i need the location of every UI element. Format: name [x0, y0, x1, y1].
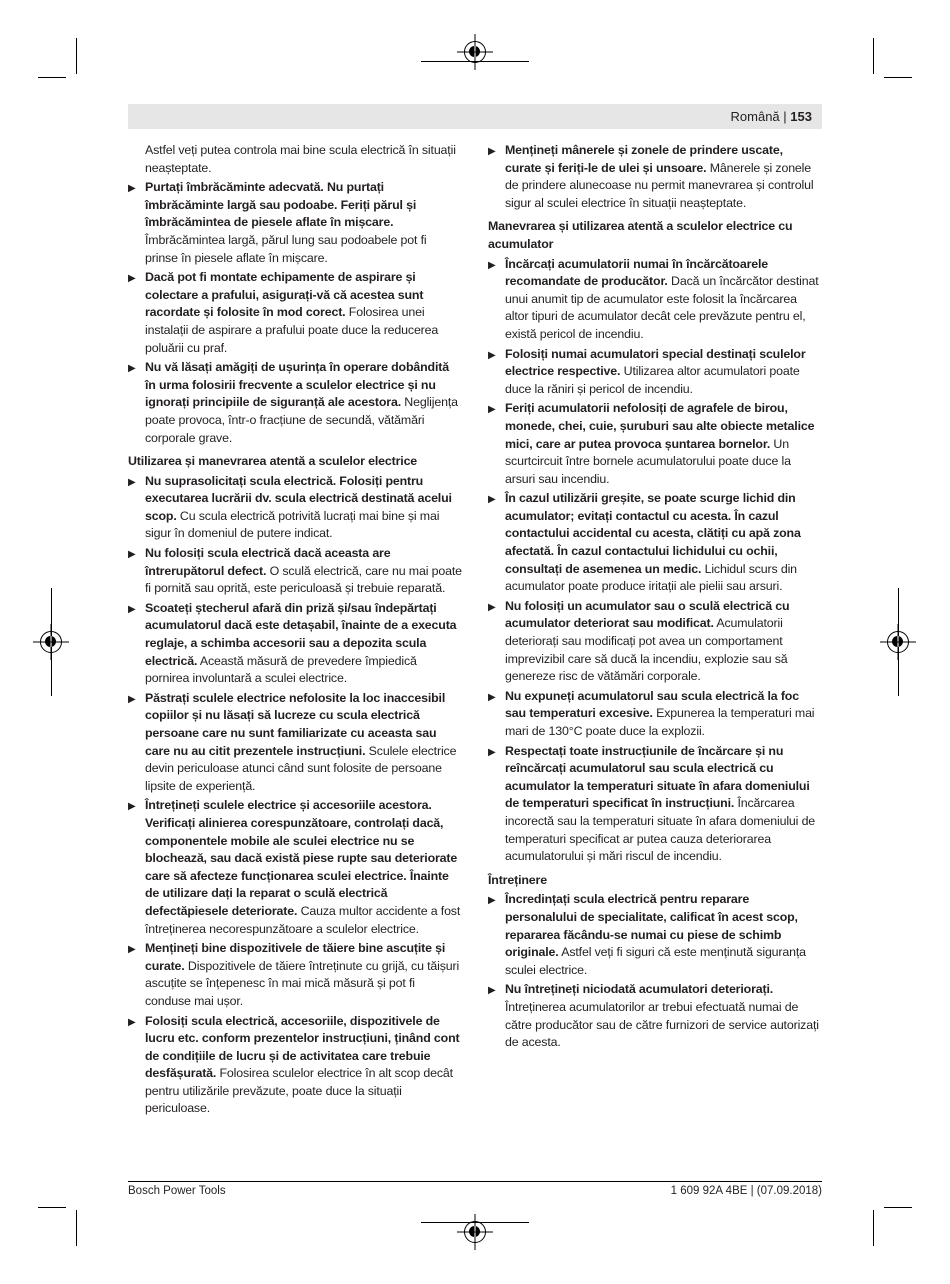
instruction-bold-text: Nu folosiți un acumulator sau o sculă electrică cu acumulator deteriorat sau modificat.	[505, 598, 790, 631]
footer-rule	[128, 1181, 822, 1182]
instruction-explanation-text: Îmbrăcămintea largă, părul lung sau podoabele pot fi prinse în piesele aflate în mișcare.	[145, 232, 427, 265]
instruction-explanation-text: Lichidul scurs din acumulator poate produce iritații ale pielii sau arsuri.	[505, 561, 797, 594]
instruction-bold-text: În cazul utilizării greșite, se poate scurge lichid din acumulator; evitați contactul cu acesta. În cazul contactului accidental cu acesta, clătiți cu apă zona afectată. În cazul contactului lichidului cu ochii, consultați de asemenea un medic.	[505, 491, 801, 576]
bullet-arrow-icon: ▶	[488, 985, 496, 997]
instruction-explanation-text: Întreținerea acumulatorilor ar trebui efectuată numai de către producător sau de către furnizori de service autorizați de acesta.	[505, 999, 819, 1050]
header-text	[731, 108, 812, 125]
bullet-arrow-icon: ▶	[128, 603, 136, 615]
instruction-explanation-text: Folosirea sculelor electrice în alt scop decât pentru utilizările prevăzute, poate duce la situații periculoase.	[145, 1066, 453, 1116]
bullet-arrow-icon: ▶	[128, 1016, 136, 1028]
bullet-arrow-icon: ▶	[488, 895, 496, 907]
instruction-bold-text: Folosiți numai acumulatori special destinați sculelor electrice respective.	[505, 346, 806, 379]
instruction-bold-text: Nu întrețineți niciodată acumulatori deteriorați.	[505, 982, 774, 997]
crop-mark	[76, 38, 77, 74]
safety-instruction-item	[488, 490, 822, 596]
paragraph: Astfel veți putea controla mai bine scula electrică în situații neașteptate.	[145, 143, 456, 175]
instruction-bold-text: Mențineți mânerele și zonele de prindere uscate, curate și feriți-le de ulei și unsoare.	[505, 143, 783, 175]
crop-mark	[38, 1207, 66, 1208]
instruction-bold-text: Nu expuneți acumulatorul sau scula electrică la foc sau temperaturi excesive.	[505, 688, 799, 721]
bullet-arrow-icon: ▶	[488, 349, 496, 361]
instruction-explanation-text: Utilizarea altor acumulatori poate duce la răniri și pericol de incendiu.	[505, 364, 800, 396]
registration-mark-icon	[887, 631, 909, 653]
instruction-explanation-text: Folosirea unei instalații de aspirare a prafului poate duce la reducerea poluării cu praf.	[145, 305, 439, 355]
safety-instruction-item	[128, 600, 462, 688]
instruction-explanation-text: Un scurtcircuit între bornele acumulatorului poate duce la arsuri sau incendiu.	[505, 436, 791, 486]
safety-instruction-item	[128, 797, 462, 938]
instruction-explanation-text: Expunerea la temperaturi mai mari de 130°C poate duce la explozii.	[505, 706, 815, 738]
crop-mark	[873, 1210, 874, 1246]
instruction-bold-text: Întrețineți sculele electrice și accesoriile acestora. Verificați alinierea corespunzătoare, controlați dacă, componentele mobile ale sculei electrice nu se blochează, sau dacă există piese rupte sau deteriorate care să afecteze funcționarea sculei electrice. Înainte de utilizare dați la reparat o sculă electrică defectăpiesele deteriorate.	[145, 798, 458, 918]
safety-instruction-item	[128, 690, 462, 796]
bullet-arrow-icon: ▶	[128, 944, 136, 956]
section-heading: Manevrarea și utilizarea atentă a sculelor electrice cu acumulator	[488, 219, 793, 251]
instruction-bold-text: Nu suprasolicitați scula electrică. Folosiți pentru executarea lucrării dv. scula electrică destinată acelui scop.	[145, 473, 452, 523]
safety-instruction-item	[128, 359, 462, 447]
instruction-explanation-text: Cauza multor accidente a fost întreținerea necorespunzătoare a sculelor electrice.	[145, 903, 461, 936]
instruction-explanation-text: Încărcarea incorectă sau la temperaturi situate în afara domeniului de temperaturi specificat ar putea cauza deteriorarea acumulatorului și mări riscul de incendiu.	[505, 796, 816, 864]
instruction-bold-text: Dacă pot fi montate echipamente de aspirare și colectare a prafului, asigurați-vă că acestea sunt racordate și folosite în mod corect.	[145, 270, 424, 320]
safety-instruction-item	[128, 179, 462, 267]
instruction-explanation-text: Acumulatorii deteriorați sau modificați pot avea un comportament imprevizibil care să ducă la incendiu, explozie sau să genereze risc de vătămări corporale.	[505, 616, 788, 684]
bullet-arrow-icon: ▶	[128, 476, 136, 488]
safety-instruction-item	[128, 940, 462, 1010]
safety-instruction-item	[128, 545, 462, 598]
section-heading: Întreținere	[488, 872, 547, 887]
safety-instruction-item	[488, 400, 822, 488]
bullet-arrow-icon: ▶	[488, 691, 496, 703]
safety-instruction-item	[488, 891, 822, 979]
registration-mark-icon	[40, 631, 62, 653]
bullet-arrow-icon: ▶	[128, 273, 136, 285]
bullet-arrow-icon: ▶	[128, 183, 136, 195]
bullet-arrow-icon: ▶	[488, 494, 496, 506]
instruction-bold-text: Încărcați acumulatorii numai în încărcătoarele recomandate de producător.	[505, 256, 769, 289]
instruction-explanation-text: O sculă electrică, care nu mai poate fi pornită sau oprită, este periculoasă și trebuie reparată.	[145, 563, 462, 596]
instruction-bold-text: Purtați îmbrăcăminte adecvată. Nu purtați îmbrăcăminte largă sau podoabe. Feriți părul și îmbrăcămintea de piesele aflate în mișcare.	[145, 180, 417, 230]
bullet-arrow-icon: ▶	[488, 601, 496, 613]
crop-mark	[884, 1207, 912, 1208]
crop-mark	[38, 77, 66, 78]
instruction-bold-text: Mențineți bine dispozitivele de tăiere bine ascuțite și curate.	[145, 941, 446, 973]
safety-instruction-item	[488, 743, 822, 866]
bullet-arrow-icon: ▶	[488, 746, 496, 758]
bullet-arrow-icon: ▶	[128, 549, 136, 561]
instruction-bold-text: Încredințați scula electrică pentru reparare personalului de specialitate, calificat în acest scop, repararea făcându-se numai cu piese de schimb originale.	[505, 892, 798, 960]
safety-instruction-item	[128, 473, 462, 543]
left-column	[128, 142, 462, 1120]
crop-mark	[884, 77, 912, 78]
page-number: 153	[790, 109, 812, 124]
instruction-explanation-text: Neglijența poate provoca, într-o fracțiune de secundă, vătămări corporale grave.	[145, 395, 458, 445]
right-column	[488, 142, 822, 1054]
instruction-explanation-text: Cu scula electrică potrivită lucrați mai bine și mai sigur în domeniul de putere indicat.	[145, 508, 440, 541]
bullet-arrow-icon: ▶	[488, 259, 496, 271]
safety-instruction-item	[488, 688, 822, 741]
safety-instruction-item	[488, 598, 822, 686]
bullet-arrow-icon: ▶	[488, 146, 496, 157]
bullet-arrow-icon: ▶	[128, 363, 136, 375]
instruction-explanation-text: Dacă un încărcător destinat unui anumit tip de acumulator este folosit la încărcarea altor tipuri de acumulator decât cele prevăzute pentru el, există pericol de incendiu.	[505, 274, 819, 341]
instruction-bold-text: Feriți acumulatorii nefolosiți de agrafele de birou, monede, chei, cuie, șuruburi sau alte obiecte metalice mici, care ar putea provoca șuntarea bornelor.	[505, 401, 815, 451]
crop-mark	[76, 1210, 77, 1246]
instruction-explanation-text: Sculele electrice devin periculoase atunci când sunt folosite de persoane lipsite de experiență.	[145, 743, 457, 793]
section-heading: Utilizarea și manevrarea atentă a sculelor electrice	[128, 454, 418, 469]
instruction-explanation-text: Mânerele și zonele de prindere alunecoase nu permit manevrarea și controlul sigur al sculei electrice în situații neașteptate.	[505, 160, 814, 210]
registration-mark-icon	[464, 1221, 486, 1243]
bullet-arrow-icon: ▶	[128, 693, 136, 705]
section-title: Română	[730, 109, 780, 124]
safety-instruction-item	[488, 981, 822, 1051]
instruction-bold-text: Nu folosiți scula electrică dacă aceasta are întrerupătorul defect.	[145, 546, 391, 578]
footer-doc-id: 1 609 92A 4BE | (07.09.2018)	[670, 1185, 822, 1197]
page-header	[128, 104, 822, 129]
safety-instruction-item	[128, 1013, 462, 1119]
header-separator: |	[783, 109, 787, 124]
instruction-bold-text: Nu vă lăsați amăgiți de ușurința în operare dobândită în urma folosirii frecvente a sculelor electrice și nu ignorați principiile de siguranță ale acestora.	[145, 360, 449, 410]
safety-instruction-item	[488, 256, 822, 344]
safety-instruction-item	[128, 269, 462, 357]
crop-mark	[873, 38, 874, 74]
instruction-explanation-text: Această măsură de prevedere împiedică pornirea involuntară a sculei electrice.	[145, 653, 417, 686]
safety-instruction-item	[488, 346, 822, 399]
instruction-explanation-text: Dispozitivele de tăiere întreținute cu grijă, cu tăișuri ascuțite se înțepenesc în mai mică măsură și pot fi conduse mai ușor.	[145, 958, 460, 1008]
footer-brand: Bosch Power Tools	[128, 1185, 226, 1197]
instruction-bold-text: Păstrați sculele electrice nefolosite la loc inaccesibil copiilor și nu lăsați să lucreze cu scula electrică persoane care nu sunt familiarizate cu aceasta sau care nu au citit prezentele instrucțiuni.	[145, 690, 446, 758]
registration-mark-icon	[464, 41, 486, 63]
instruction-bold-text: Folosiți scula electrică, accesoriile, dispozitivele de lucru etc. conform prezentelor instrucțiuni, ținând cont de condițiile de lucru și de activitatea care trebuie desfășurată.	[145, 1013, 460, 1081]
instruction-bold-text: Scoateți ștecherul afară din priză și/sau îndepărtați acumulatorul dacă este detașabil, înainte de a executa reglaje, a schimba accesorii sau a depozita scula electrică.	[145, 600, 457, 668]
safety-instruction-item	[488, 142, 822, 212]
instruction-bold-text: Respectați toate instrucțiunile de încărcare și nu reîncărcați acumulatorul sau scula electrică cu acumulator la temperaturi situate în afara domeniului de temperaturi specificat în instrucțiuni.	[505, 743, 810, 811]
bullet-arrow-icon: ▶	[128, 801, 136, 813]
bullet-arrow-icon: ▶	[488, 404, 496, 416]
instruction-explanation-text: Astfel veți fi siguri că este menținută siguranța sculei electrice.	[505, 945, 806, 977]
